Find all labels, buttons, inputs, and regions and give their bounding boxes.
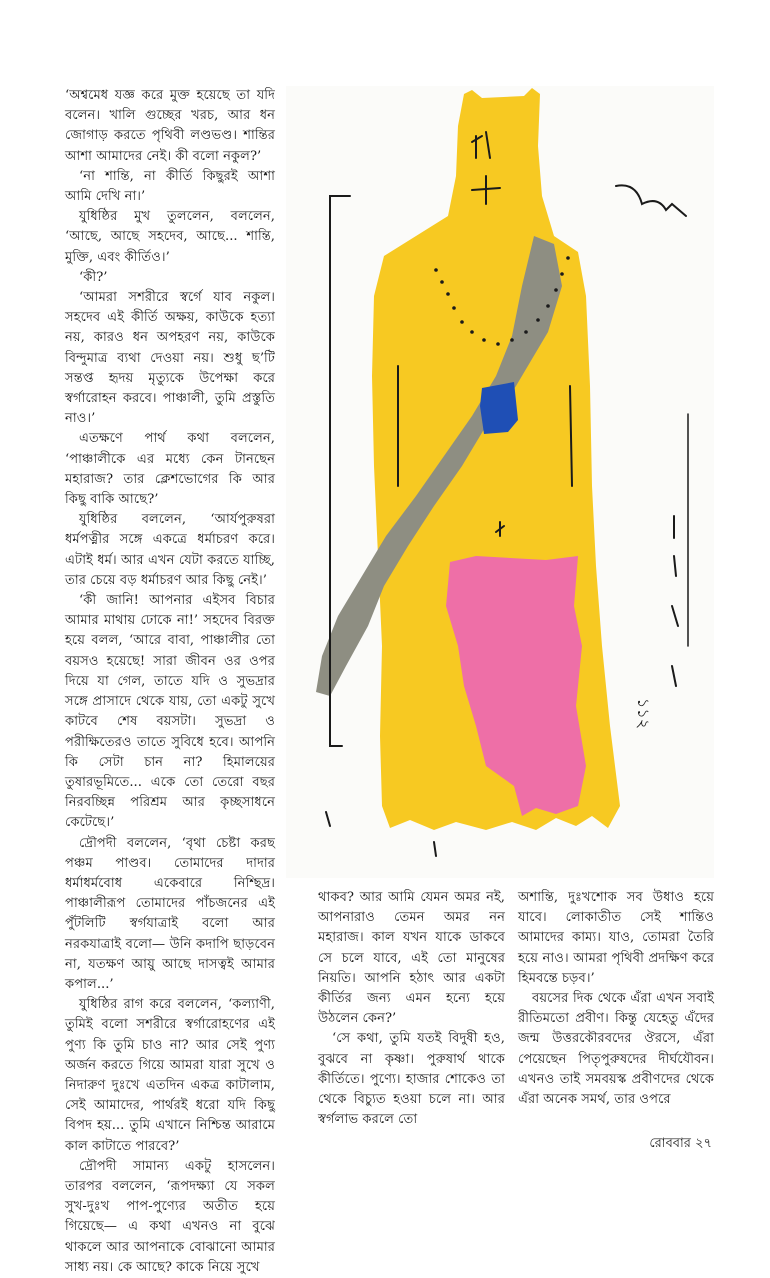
paragraph: অশান্তি, দুঃখশোক সব উধাও হয়ে যাবে। লোকাতীত সেই শান্তিও আমাদের কাম্য। যাও, তোমরা তৈরি হয়ে নাও। আমরা পৃথিবী প্রদক্ষিণ করে হিমবন্তে চড়ব।’ xyxy=(518,890,714,986)
ink-dashes-right xyxy=(672,516,678,686)
paragraph: যুধিষ্ঠির রাগ করে বললেন, ‘কল্যাণী, তুমিই বলো সশরীরে স্বর্গারোহণের এই পুণ্য কি তুমি চাও না? আর সেই পুণ্য অর্জন করতে গিয়ে আমরা যারা সুখে ও নিদারুণ দুঃখে এতদিন একত্র কাটালাম, সেই আমাদের, পার্থরই ধরো যদি কিছু বিপদ হয়... তুমি এখানে নিশ্চিন্ত আরামে কাল কাটাতে পারবে?’ xyxy=(65,997,275,1154)
page-footer-folio: রোববার ২৭ xyxy=(649,1136,712,1151)
paragraph: এতক্ষণে পার্থ কথা বললেন, ‘পাঞ্চালীকে এর মধ্যে কেন টানছেন মহারাজ? তার ক্লেশভোগের কি আর কিছু বাকি আছে?’ xyxy=(65,431,275,508)
paragraph: ‘কী?’ xyxy=(79,269,108,285)
article-column-3 xyxy=(518,888,714,1110)
collage-artwork xyxy=(286,86,714,878)
paragraph: যুধিষ্ঠির মুখ তুললেন, বললেন, ‘আছে, আছে সহদেব, আছে... শান্তি, মুক্তি, এবং কীর্তিও।’ xyxy=(65,209,275,265)
blue-patch-shape xyxy=(480,382,518,434)
paragraph: ‘আমরা সশরীরে স্বর্গে যাব নকুল। সহদেব এই কীর্তি অক্ষয়, কাউকে হত্যা নয়, কারও ধন অপহরণ নয়, কাউকে বিন্দুমাত্র ব্যথা দেওয়া নয়। শুধু ছ’টি সন্তপ্ত হৃদয় মৃত্যুকে উপেক্ষা করে স্বর্গারোহন করবে। পাঞ্চালী, তুমি প্রস্তুতি নাও।’ xyxy=(65,290,275,427)
paragraph: থাকব? আর আমি যেমন অমর নই, আপনারাও তেমন অমর নন মহারাজ। কাল যখন যাকে ডাকবে সে চলে যাবে, এই তো মানুষের নিয়তি। আপনি হঠাৎ আর একটা কীর্তির জন্য এমন হন্যে হয়ে উঠলেন কেন?’ xyxy=(318,890,505,1027)
collage-illustration xyxy=(286,86,714,878)
paragraph: দ্রৌপদী বললেন, ‘বৃথা চেষ্টা করছ পঞ্চম পাণ্ডব। তোমাদের দাদার ধর্মাধর্মবোধ একেবারে নিশ্ছিদ্র। পাঞ্চালীরূপ তোমাদের পাঁচজনের এই পুঁটলিটি স্বর্গযাত্রাই বলো আর নরকযাত্রাই বলো— উনি কদাপি ছাড়বেন না, যতক্ষণ আয়ু আছে দাসত্বই আমার কপাল...’ xyxy=(65,835,275,992)
paragraph: ‘অশ্বমেধ যজ্ঞ করে মুক্ত হয়েছে তা যদি বলেন। খালি গুচ্ছের খরচ, আর ধন জোগাড় করতে পৃথিবী লণ্ডভণ্ড। শান্তির আশা আমাদের নেই। কী বলো নকুল?’ xyxy=(65,88,275,164)
artist-signature: ১১২ xyxy=(634,698,653,730)
paragraph: ‘সে কথা, তুমি যতই বিদুষী হও, বুঝবে না কৃষ্ণা। পুরুষার্থ থাকে কীর্তিতে। পুণ্যে। হাজার শোকেও তা থেকে বিচ্যুত হওয়া চলে না। আর স্বর্গলাভ করলে তো xyxy=(318,1031,505,1128)
paragraph: যুধিষ্ঠির বললেন, ‘আর্যপুরুষরা ধর্মপত্নীর সঙ্গে একত্রে ধর্মাচরণ করে। এটাই ধর্ম। আর এখন যেটা করতে যাচ্ছি, তার চেয়ে বড় ধর্মাচরণ আর কিছু নেই।’ xyxy=(65,512,275,588)
paragraph: বয়সের দিক থেকে এঁরা এখন সবাই রীতিমতো প্রবীণ। কিন্তু যেহেতু এঁদের জন্ম উত্তরকৌরবদের ঔরসে, এঁরা পেয়েছেন পিতৃপুরুষদের দীর্ঘযৌবন। এখনও তাই সমবয়স্ক প্রবীণদের থেকে এঁরা অনেক সমর্থ, তার ওপরে xyxy=(518,991,714,1108)
paragraph: দ্রৌপদী সামান্য একটু হাসলেন। তারপর বললেন, ‘রূপদক্ষ্যা যে সকল সুখ-দুঃখ পাপ-পুণ্যের অতীত হয়ে গিয়েছে— এ কথা এখনও না বুঝে থাকলে আর আপনাকে বোঝানো আমার সাধ্য নয়। কে আছে? কাকে নিয়ে সুখে xyxy=(65,1158,275,1275)
paragraph: ‘কী জানি! আপনার এইসব বিচার আমার মাথায় ঢোকে না!’ সহদেব বিরক্ত হয়ে বলল, ‘আরে বাবা, পাঞ্চালীর তো বয়সও হয়েছে! সারা জীবন ওর ওপর দিয়ে যা গেল, তাতে যদি ও সুভদ্রার সঙ্গে প্রাসাদে থেকে যায়, তো একটু সুখে কাটবে শেষ বয়সটা। সুভদ্রা ও পরীক্ষিতেরও তাতে সুবিধে হবে। আপনি কি সেটা চান না? হিমালয়ের তুষারভূমিতে... একে তো তেরো বছর নিরবচ্ছিন্ন পরিশ্রম আর কৃচ্ছসাধনে কেটেছে।’ xyxy=(65,593,275,831)
article-column-2 xyxy=(318,888,505,1130)
ink-scribble-right xyxy=(616,185,686,216)
paragraph: ‘না শান্তি, না কীর্তি কিছুরই আশা আমি দেখি না।’ xyxy=(65,168,275,205)
article-column-1 xyxy=(65,86,275,1278)
